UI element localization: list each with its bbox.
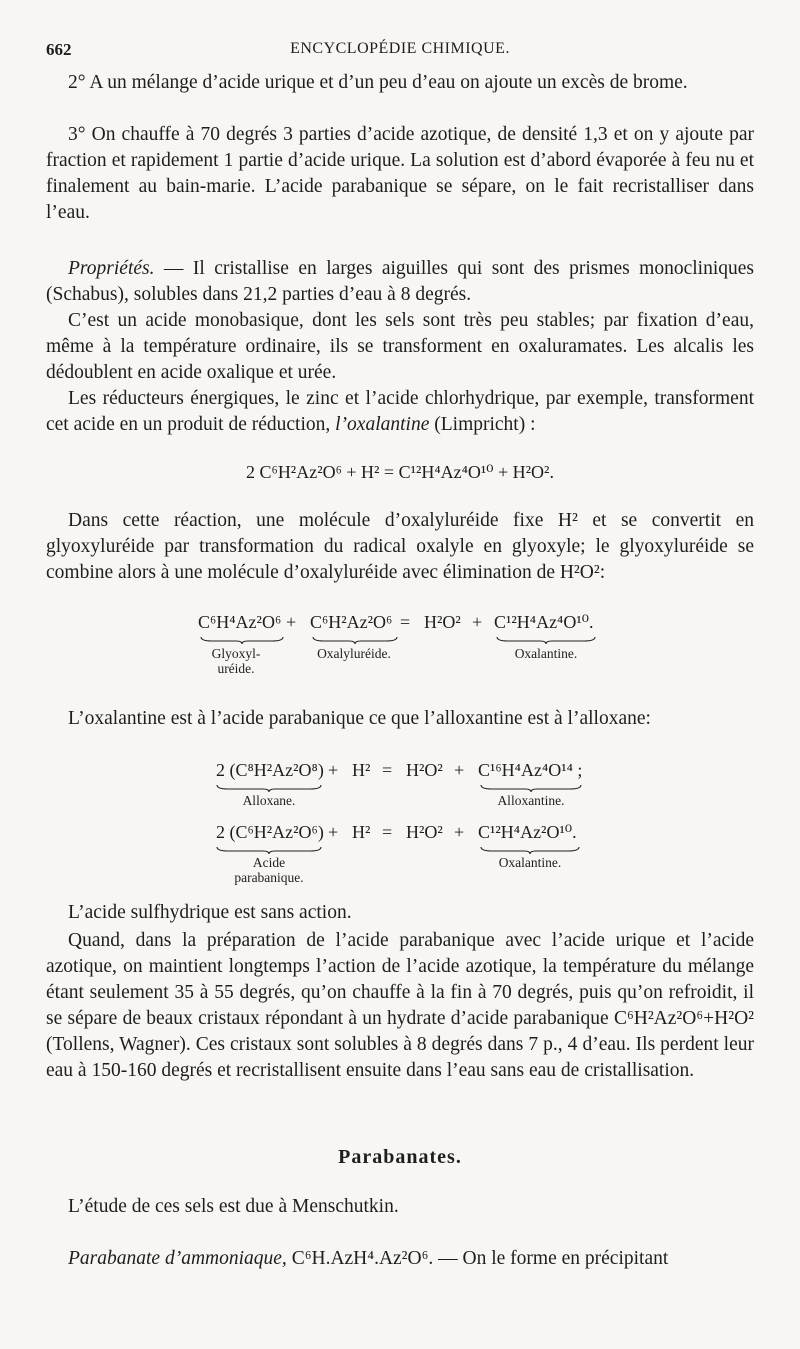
page-header — [46, 40, 754, 64]
paragraph-monobasic: C’est un acide monobasique, dont les sels sont très peu stables; par fixation d’eau, même à la température ordinaire, ils se transforment en oxaluramates. Les alcalis les dédoublent en acide oxalique et urée. — [46, 310, 754, 383]
eq2-op-equals: = — [400, 612, 411, 632]
reducers-text-a: Les réducteurs énergiques, le zinc et l’acide chlorhydrique, par exemple, transforment cet acide en un produit de réduction, — [46, 388, 754, 435]
ammonium-parabanate-text: C⁶H.AzH⁴.Az²O⁶. — On le forme en précipitant — [286, 1248, 669, 1269]
equation-glyoxylureide — [46, 612, 754, 692]
paragraph-bromine-method: 2° A un mélange d’acide urique et d’un peu d’eau on ajoute un excès de brome. — [68, 72, 688, 93]
eq4-op-equals: = — [382, 822, 393, 842]
equation-parabanic — [46, 822, 754, 892]
eq2-brace-1 — [200, 636, 284, 644]
eq4-op-plus: + — [328, 822, 339, 842]
eq2-term-oxalylureide: C⁶H²Az²O⁶ — [310, 612, 393, 632]
equation-oxalantine: 2 C⁶H²Az²O⁶ + H² = C¹²H⁴Az⁴O¹⁰ + H²O². — [246, 462, 554, 482]
eq2-op-plus: + — [286, 612, 297, 632]
eq2-term-water: H²O² — [424, 612, 461, 632]
eq3-caption-alloxane: Alloxane. — [242, 793, 296, 808]
reducers-text-b: (Limpricht) : — [429, 414, 536, 435]
eq2-op-plus-2: + — [472, 612, 483, 632]
paragraph-analogy: L’oxalantine est à l’acide parabanique ce que l’alloxantine est à l’alloxane: — [68, 708, 651, 729]
section-title-parabanates: Parabanates. — [338, 1146, 462, 1168]
eq4-term-parabanic: 2 (C⁶H²Az²O⁶) — [216, 822, 324, 842]
eq3-brace-4 — [480, 784, 582, 792]
eq2-term-oxalantine: C¹²H⁴Az⁴O¹⁰. — [494, 612, 594, 632]
eq3-term-alloxane: 2 (C⁸H²Az²O⁸) — [216, 760, 324, 780]
paragraph-sulfhydric: L’acide sulfhydrique est sans action. — [68, 902, 352, 923]
paragraph-reducers — [46, 386, 754, 438]
eq3-op-plus-2: + — [454, 760, 465, 780]
equation-alloxantine — [46, 760, 754, 810]
properties-text: — Il cristallise en larges aiguilles qui sont des prismes monocliniques (Schabus), solubles dans 21,2 parties d’eau à 8 degrés. — [46, 258, 754, 305]
paragraph-properties — [46, 256, 754, 308]
eq3-term-hydrogen: H² — [352, 760, 371, 780]
eq2-brace-4 — [496, 636, 596, 644]
eq3-brace-1 — [216, 784, 322, 792]
paragraph-reaction: Dans cette réaction, une molécule d’oxalyluréide fixe H² et se convertit en glyoxyluréide par transformation du radical oxalyle en glyoxyle; le glyoxyluréide se combine alors à une molécule d’oxalyluréide avec élimination de H²O²: — [46, 510, 754, 583]
eq4-brace-1 — [216, 846, 322, 854]
page-number: 662 — [46, 40, 72, 59]
eq2-caption-oxalylureide: Oxalyluréide. — [317, 646, 391, 661]
eq4-brace-4 — [480, 846, 580, 854]
eq2-brace-2 — [312, 636, 398, 644]
eq3-op-plus: + — [328, 760, 339, 780]
eq4-term-hydrogen: H² — [352, 822, 371, 842]
eq4-term-water: H²O² — [406, 822, 443, 842]
eq4-op-plus-2: + — [454, 822, 465, 842]
ammonium-parabanate-label: Parabanate d’ammoniaque, — [68, 1248, 287, 1269]
eq3-op-equals: = — [382, 760, 393, 780]
paragraph-ammonium-parabanate — [46, 1246, 754, 1272]
eq2-caption-glyoxylureide: Glyoxyl- uréide. — [211, 646, 261, 676]
eq4-term-oxalantine: C¹²H⁴Az²O¹⁰. — [478, 822, 577, 842]
eq2-caption-oxalantine: Oxalantine. — [514, 646, 578, 661]
paragraph-menschutkin: L’étude de ces sels est due à Menschutkin. — [68, 1196, 399, 1217]
eq2-term-glyoxylureide: C⁶H⁴Az²O⁶ — [198, 612, 282, 632]
eq3-term-water: H²O² — [406, 760, 443, 780]
eq3-term-alloxantine: C¹⁶H⁴Az⁴O¹⁴ ; — [478, 760, 583, 780]
paragraph-nitric-method: 3° On chauffe à 70 degrés 3 parties d’acide azotique, de densité 1,3 et on y ajoute par fraction et rapidement 1 partie d’acide urique. La solution est d’abord évaporée à feu nu et finalement au bain-marie. L’acide parabanique se sépare, on le fait recristalliser dans l’eau. — [46, 124, 754, 223]
properties-label: Propriétés. — [68, 258, 155, 279]
oxalantine-term: l’oxalantine — [335, 414, 430, 435]
eq3-caption-alloxantine: Alloxantine. — [497, 793, 565, 808]
eq4-caption-parabanic: Acide parabanique. — [234, 855, 304, 885]
paragraph-hydrate: Quand, dans la préparation de l’acide parabanique avec l’acide urique et l’acide azotique, on maintient longtemps l’action de l’acide azotique, la température du mélange étant seulement 35 à 55 degrés, qu’on chauffe à la fin à 70 degrés, puis qu’on refroidit, il se sépare de beaux cristaux répondant à un hydrate d’acide parabanique C⁶H²Az²O⁶+H²O² (Tollens, Wagner). Ces cristaux sont solubles à 8 degrés dans 7 p., 4 d’eau. Ils perdent leur eau à 150-160 degrés et recristallisent ensuite dans l’eau sans eau de cristallisation. — [46, 930, 754, 1081]
running-title: ENCYCLOPÉDIE CHIMIQUE. — [290, 40, 510, 57]
eq4-caption-oxalantine: Oxalantine. — [498, 855, 562, 870]
